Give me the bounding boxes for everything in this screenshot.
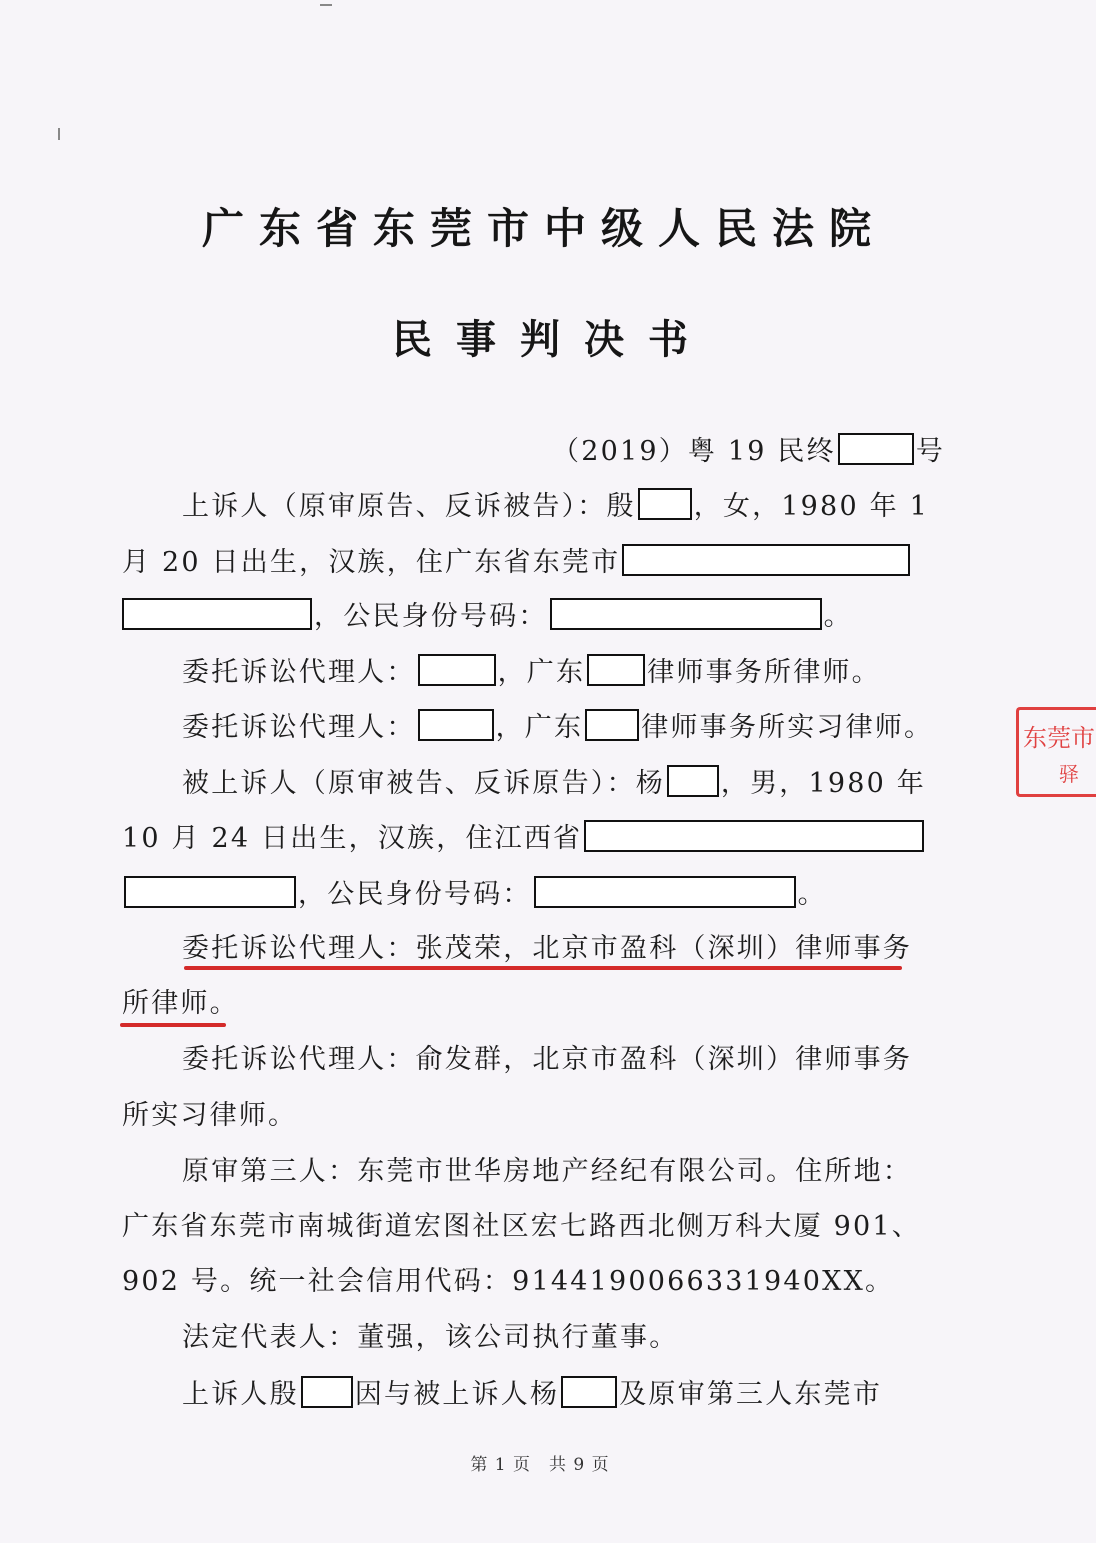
page-footer: 第 1 页 共 9 页 [470, 1455, 610, 1475]
redaction-box [122, 598, 312, 630]
court-seal: 东莞市 驿 [1016, 707, 1096, 797]
legal-representative: 法定代表人：董强，该公司执行董事。 [182, 1322, 679, 1353]
redaction-box [638, 488, 692, 520]
case-summary-line: 上诉人殷 因与被上诉人杨 及原审第三人东莞市 [182, 1376, 908, 1413]
appellant-line: 上诉人（原审原告、反诉被告）：殷 ，女，1980 年 1 [182, 488, 908, 525]
scan-mark [58, 128, 60, 140]
case-number: （2019）粤 19 民终 号 [552, 433, 912, 470]
appellee-agent-1: 委托诉讼代理人：张茂荣，北京市盈科（深圳）律师事务 [182, 933, 912, 964]
appellant-agent-1: 委托诉讼代理人： ，广东 律师事务所律师。 [182, 654, 908, 691]
third-party-credit-code: 902 号。统一社会信用代码：9144190066331940XX。 [122, 1266, 895, 1297]
redaction-box [838, 433, 914, 465]
redaction-box [534, 876, 796, 908]
scan-mark [320, 4, 332, 6]
redaction-box [418, 654, 496, 686]
appellee-id-line: ，公民身份号码： 。 [122, 876, 908, 913]
appellee-birth-address: 10 月 24 日出生，汉族，住江西省 [122, 820, 908, 857]
document-title: 民事判决书 [392, 317, 712, 363]
red-underline [120, 1023, 226, 1027]
appellant-agent-2: 委托诉讼代理人： ，广东 律师事务所实习律师。 [182, 709, 908, 746]
redaction-box [550, 598, 822, 630]
appellant-birth-address: 月 20 日出生，汉族，住广东省东莞市 [122, 544, 908, 581]
appellee-agent-2-cont: 所实习律师。 [122, 1100, 298, 1131]
redaction-box [587, 654, 645, 686]
red-underline [184, 966, 902, 970]
redaction-box [124, 876, 296, 908]
redaction-box [585, 709, 639, 741]
redaction-box [301, 1376, 353, 1408]
court-title: 广东省东莞市中级人民法院 [201, 204, 886, 253]
appellee-agent-1-cont: 所律师。 [122, 988, 239, 1019]
third-party-line: 原审第三人：东莞市世华房地产经纪有限公司。住所地： [182, 1156, 912, 1187]
appellant-id-line: ，公民身份号码： 。 [122, 598, 908, 635]
third-party-address: 广东省东莞市南城街道宏图社区宏七路西北侧万科大厦 901、 [122, 1211, 921, 1242]
redaction-box [561, 1376, 617, 1408]
appellee-line: 被上诉人（原审被告、反诉原告）：杨 ，男，1980 年 [182, 765, 908, 802]
appellee-agent-2: 委托诉讼代理人：俞发群，北京市盈科（深圳）律师事务 [182, 1044, 912, 1075]
redaction-box [622, 544, 910, 576]
redaction-box [584, 820, 924, 852]
redaction-box [667, 765, 719, 797]
redaction-box [418, 709, 494, 741]
